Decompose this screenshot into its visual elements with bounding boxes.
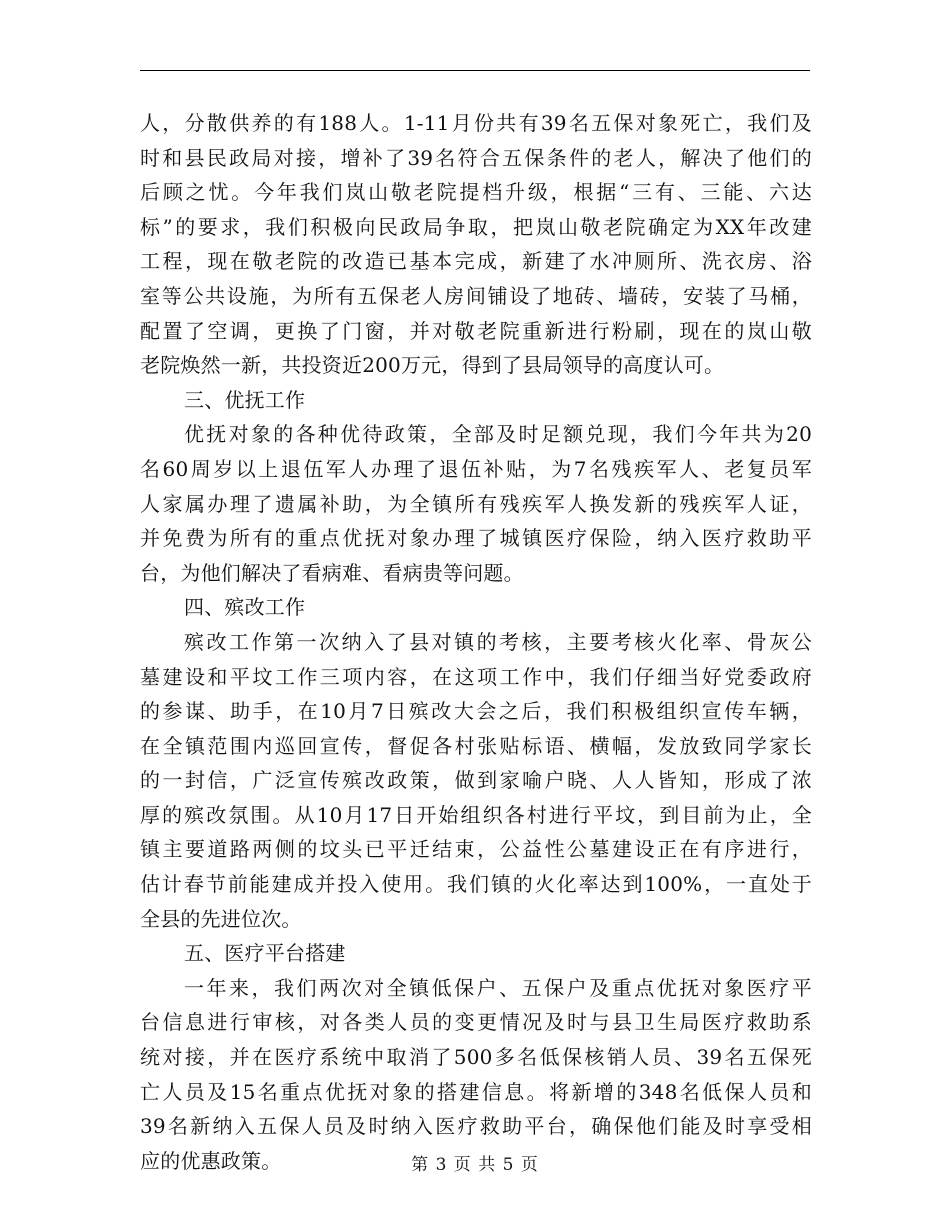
- page-number-footer: 第 3 页 共 5 页: [411, 1155, 539, 1175]
- paragraph-line: 时和县民政局对接，增补了39名符合五保条件的老人，解决了他们的: [140, 145, 812, 170]
- paragraph-line: 在全镇范围内巡回宣传，督促各村张贴标语、横幅，发放致同学家长: [140, 733, 812, 758]
- paragraph-line: 并免费为所有的重点优抚对象办理了城镇医疗保险，纳入医疗救助平: [140, 526, 812, 551]
- paragraph-line: 厚的殡改氛围。从10月17日开始组织各村进行平坟，到目前为止，全: [140, 802, 812, 827]
- paragraph-line: 墓建设和平坟工作三项内容，在这项工作中，我们仔细当好党委政府: [140, 664, 812, 689]
- paragraph-line: 应的优惠政策。: [140, 1148, 282, 1173]
- paragraph-line: 的一封信，广泛宣传殡改政策，做到家喻户晓、人人皆知，形成了浓: [140, 768, 812, 793]
- paragraph-line: 台信息进行审核，对各类人员的变更情况及时与县卫生局医疗救助系: [140, 1010, 812, 1035]
- header-rule: [140, 70, 810, 71]
- paragraph-line: 配置了空调，更换了门窗，并对敬老院重新进行粉刷，现在的岚山敬: [140, 318, 812, 343]
- section-heading: 四、殡改工作: [184, 595, 306, 620]
- paragraph-line: 台，为他们解决了看病难、看病贵等问题。: [140, 560, 524, 585]
- paragraph-line: 39名新纳入五保人员及时纳入医疗救助平台，确保他们能及时享受相: [140, 1114, 812, 1139]
- section-heading: 三、优抚工作: [184, 387, 306, 412]
- paragraph-line: 标”的要求，我们积极向民政局争取，把岚山敬老院确定为XX年改建: [140, 214, 812, 239]
- paragraph-line: 后顾之忧。今年我们岚山敬老院提档升级，根据“三有、三能、六达: [140, 180, 812, 205]
- paragraph-line: 全县的先进位次。: [140, 906, 302, 931]
- paragraph-line: 一年来，我们两次对全镇低保户、五保户及重点优抚对象医疗平: [184, 975, 812, 1000]
- section-heading: 五、医疗平台搭建: [184, 941, 346, 966]
- paragraph-line: 亡人员及15名重点优抚对象的搭建信息。将新增的348名低保人员和: [140, 1079, 812, 1104]
- paragraph-line: 人家属办理了遗属补助，为全镇所有残疾军人换发新的残疾军人证，: [140, 491, 812, 516]
- paragraph-line: 室等公共设施，为所有五保老人房间铺设了地砖、墙砖，安装了马桶，: [140, 283, 812, 308]
- paragraph-line: 统对接，并在医疗系统中取消了500多名低保核销人员、39名五保死: [140, 1045, 812, 1070]
- paragraph-line: 名60周岁以上退伍军人办理了退伍补贴，为7名残疾军人、老复员军: [140, 456, 812, 481]
- paragraph-line: 的参谋、助手，在10月7日殡改大会之后，我们积极组织宣传车辆，: [140, 699, 812, 724]
- paragraph-line: 估计春节前能建成并投入使用。我们镇的火化率达到100%，一直处于: [140, 872, 812, 897]
- paragraph-line: 老院焕然一新，共投资近200万元，得到了县局领导的高度认可。: [140, 353, 725, 378]
- body-text: [140, 106, 812, 1178]
- paragraph-line: 镇主要道路两侧的坟头已平迁结束，公益性公墓建设正在有序进行，: [140, 837, 812, 862]
- paragraph-line: 工程，现在敬老院的改造已基本完成，新建了水冲厕所、洗衣房、浴: [140, 249, 812, 274]
- paragraph-line: 优抚对象的各种优待政策，全部及时足额兑现，我们今年共为20: [184, 422, 812, 447]
- paragraph-line: 人，分散供养的有188人。1-11月份共有39名五保对象死亡，我们及: [140, 111, 812, 135]
- paragraph-line: 殡改工作第一次纳入了县对镇的考核，主要考核火化率、骨灰公: [184, 629, 812, 654]
